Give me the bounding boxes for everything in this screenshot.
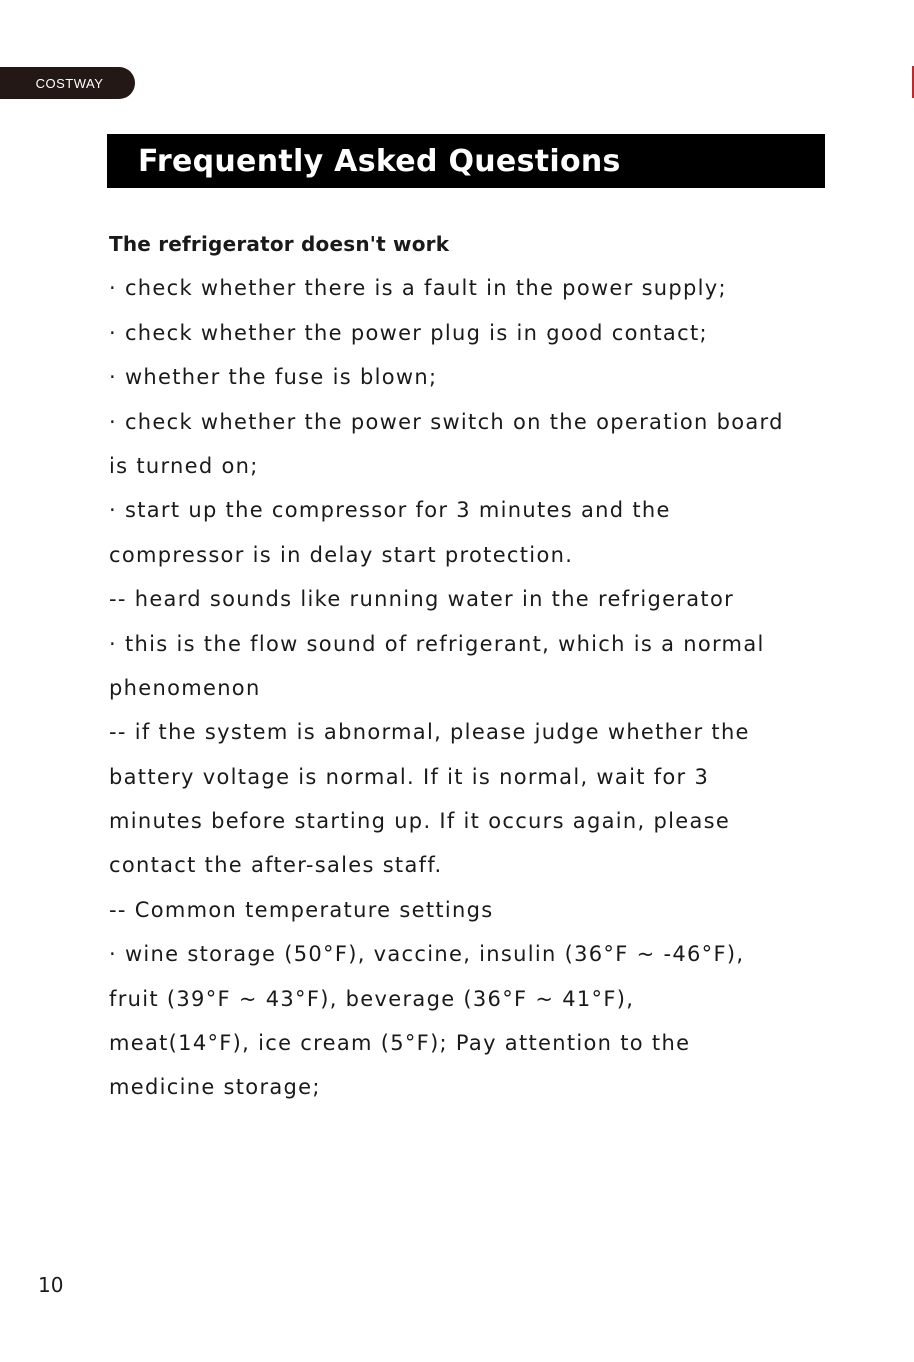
page-number: 10 [38, 1273, 64, 1297]
faq-line: · check whether there is a fault in the power supply; [109, 276, 727, 301]
faq-line: fruit (39°F ~ 43°F), beverage (36°F ~ 41°F), [109, 986, 635, 1011]
faq-line: -- heard sounds like running water in the refrigerator [109, 587, 735, 612]
faq-line: battery voltage is normal. If it is normal, wait for 3 [109, 764, 710, 789]
faq-line: · this is the flow sound of refrigerant, which is a normal [109, 631, 765, 656]
faq-line: · check whether the power switch on the operation board [109, 409, 784, 434]
faq-line: meat(14°F), ice cream (5°F); Pay attention to the [109, 1031, 691, 1056]
faq-line: phenomenon [109, 675, 261, 700]
faq-line: contact the after-sales staff. [109, 853, 443, 878]
faq-content [109, 222, 889, 1110]
faq-line: -- Common temperature settings [109, 897, 494, 922]
faq-line: minutes before starting up. If it occurs again, please [109, 809, 731, 834]
faq-line: · whether the fuse is blown; [109, 365, 438, 390]
faq-question-heading: The refrigerator doesn't work [109, 232, 450, 256]
faq-line: -- if the system is abnormal, please judge whether the [109, 720, 750, 745]
faq-line: compressor is in delay start protection. [109, 542, 574, 567]
page-title: Frequently Asked Questions [138, 143, 621, 179]
faq-line: · wine storage (50°F), vaccine, insulin (36°F ~ -46°F), [109, 942, 745, 967]
faq-line: medicine storage; [109, 1075, 321, 1100]
faq-line: · check whether the power plug is in good contact; [109, 320, 708, 345]
faq-line: · start up the compressor for 3 minutes and the [109, 498, 671, 523]
brand-tab [0, 67, 135, 99]
brand-logo-text: COSTWAY [35, 75, 104, 91]
faq-line: is turned on; [109, 453, 259, 478]
section-header-bar [107, 134, 825, 188]
